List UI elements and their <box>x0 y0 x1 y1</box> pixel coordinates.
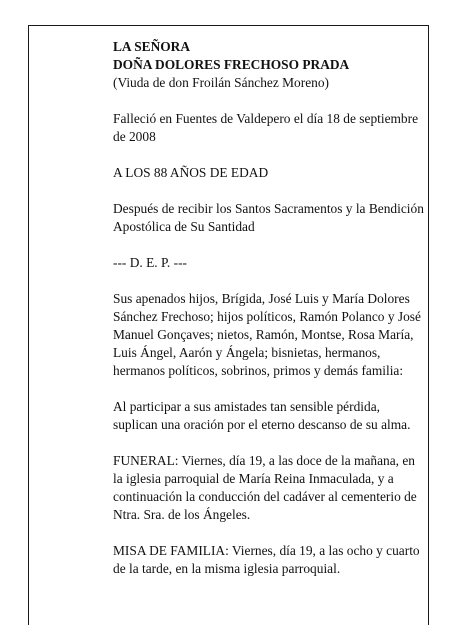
age-line: A LOS 88 AÑOS DE EDAD <box>113 165 269 180</box>
funeral-info: FUNERAL: Viernes, día 19, a las doce de la mañana, en la iglesia parroquial de María Reina Inmaculada, y a continuación la conducción del cadáver al cementerio de Ntra. Sra. de los Ángeles. <box>113 453 417 522</box>
widow-note: (Viuda de don Froilán Sánchez Moreno) <box>113 75 329 90</box>
header-title: LA SEÑORA <box>113 39 191 54</box>
sacraments-line: Después de recibir los Santos Sacramentos y la Bendición Apostólica de Su Santidad <box>113 201 424 234</box>
prayer-request: Al participar a sus amistades tan sensible pérdida, suplican una oración por el eterno descanso de su alma. <box>113 399 411 432</box>
death-notice: Falleció en Fuentes de Valdepero el día 18 de septiembre de 2008 <box>113 111 419 144</box>
family-paragraph: Sus apenados hijos, Brígida, José Luis y María Dolores Sánchez Frechoso; hijos políticos, Ramón Polanco y José Manuel Gonçaves; nietos, Ramón, Montse, Rosa María, Luis Ángel, Aarón y Ángela; bisnietas, hermanos, hermanos políticos, sobrinos, primos y demás familia: <box>113 291 421 378</box>
rip-line: --- D. E. P. --- <box>113 255 188 270</box>
header-block <box>113 38 425 92</box>
deceased-name: DOÑA DOLORES FRECHOSO PRADA <box>113 57 350 72</box>
obituary-text <box>113 38 425 596</box>
family-mass-info: MISA DE FAMILIA: Viernes, día 19, a las ocho y cuarto de la tarde, en la misma iglesia parroquial. <box>113 543 420 576</box>
